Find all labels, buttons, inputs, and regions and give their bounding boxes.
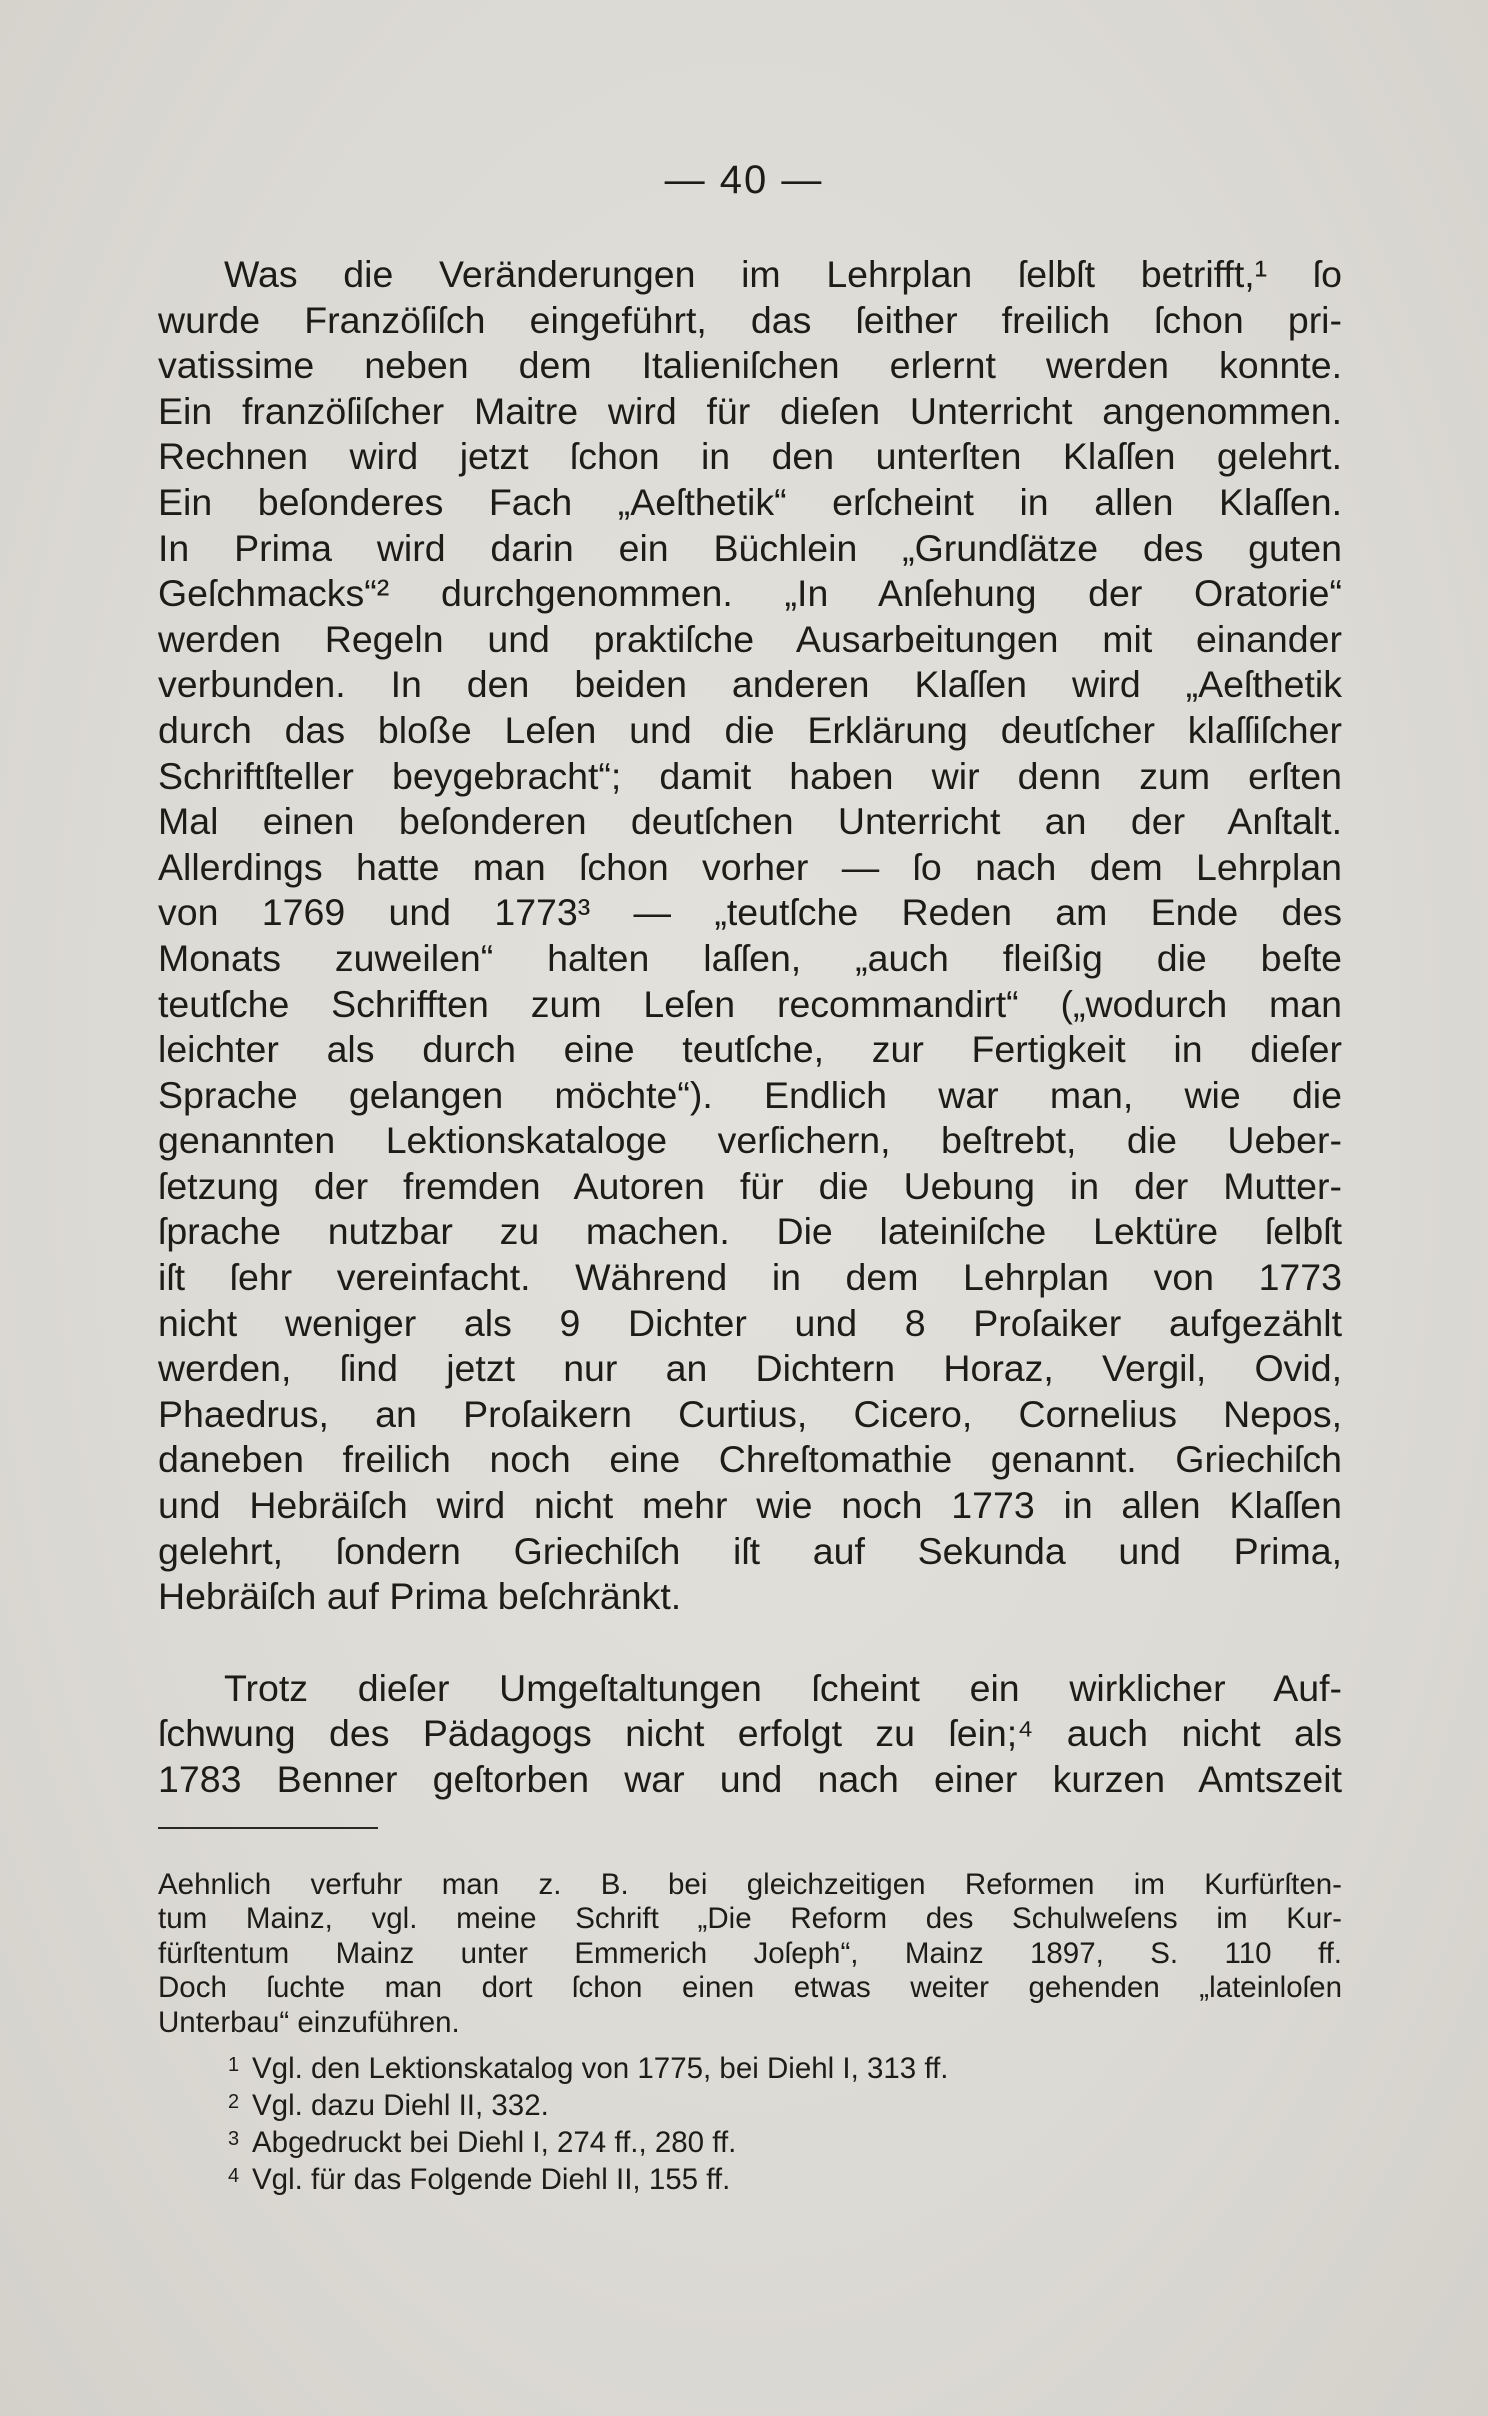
footnote-line: tum Mainz, vgl. meine Schrift „Die Reform des Schulweſens im Kur- [158, 1902, 1342, 1936]
text-line: durch das bloße Leſen und die Erklärung deutſcher klaſſiſcher [158, 708, 1342, 751]
text-line: daneben freilich noch eine Chreſtomathie genannt. Griechiſch [158, 1438, 1342, 1481]
text-line: iſt ſehr vereinfacht. Während in dem Lehrplan von 1773 [158, 1256, 1342, 1299]
footnote-item [158, 2052, 1342, 2089]
main-text [158, 252, 1342, 1803]
footnote-text: Abgedruckt bei Diehl I, 274 ff., 280 ff. [252, 2125, 737, 2159]
footnote-number: 2 [228, 2090, 240, 2113]
footnote-text: Vgl. für das Folgende Diehl II, 155 ff. [252, 2162, 731, 2196]
text-line: Ein beſonderes Fach „Aeſthetik“ erſcheint in allen Klaſſen. [158, 480, 1342, 523]
text-line: ſchwung des Pädagogs nicht erfolgt zu ſein;⁴ auch nicht als [158, 1712, 1342, 1755]
footnote-line: Unterbau“ einzuführen. [158, 2005, 460, 2039]
text-line: verbunden. In den beiden anderen Klaſſen wird „Aeſthetik [158, 663, 1342, 706]
text-line: vatissime neben dem Italieniſchen erlernt werden konnte. [158, 344, 1342, 387]
footnote-number: 3 [228, 2127, 240, 2150]
text-line: In Prima wird darin ein Büchlein „Grundſätze des guten [158, 526, 1342, 569]
text-line: Ein franzöſiſcher Maitre wird für dieſen Unterricht angenommen. [158, 389, 1342, 432]
text-line: Monats zuweilen“ halten laſſen, „auch fleißig die beſte [158, 936, 1342, 979]
footnote-divider [158, 1827, 378, 1829]
text-line: Geſchmacks“² durchgenommen. „In Anſehung der Oratorie“ [158, 572, 1342, 615]
footnote-line: Doch ſuchte man dort ſchon einen etwas weiter gehenden „lateinloſen [158, 1971, 1342, 2005]
text-line: Trotz dieſer Umgeſtaltungen ſcheint ein wirklicher Auf- [224, 1666, 1342, 1709]
footnote-intro [158, 1868, 1342, 2040]
text-line: Sprache gelangen möchte“). Endlich war man, wie die [158, 1073, 1342, 1116]
footnote-list [158, 2052, 1342, 2200]
text-line: Hebräiſch auf Prima beſchränkt. [158, 1575, 682, 1618]
text-line: ſprache nutzbar zu machen. Die lateiniſche Lektüre ſelbſt [158, 1210, 1342, 1253]
text-line: Allerdings hatte man ſchon vorher — ſo nach dem Lehrplan [158, 845, 1342, 888]
text-line: genannten Lektionskataloge verſichern, beſtrebt, die Ueber- [158, 1119, 1342, 1162]
text-line: und Hebräiſch wird nicht mehr wie noch 1773 in allen Klaſſen [158, 1484, 1342, 1527]
paragraph-1 [158, 252, 1342, 1620]
text-line: wurde Franzöſiſch eingeführt, das ſeither freilich ſchon pri- [158, 298, 1342, 341]
footnote-number: 4 [228, 2164, 240, 2187]
footnote-number: 1 [228, 2053, 240, 2076]
text-line: von 1769 und 1773³ — „teutſche Reden am Ende des [158, 891, 1342, 934]
text-line: werden, ſind jetzt nur an Dichtern Horaz, Vergil, Ovid, [158, 1347, 1342, 1390]
footnote-text: Vgl. den Lektionskatalog von 1775, bei Diehl I, 313 ff. [252, 2051, 949, 2085]
text-line: teutſche Schrifften zum Leſen recommandirt“ („wodurch man [158, 982, 1342, 1025]
text-line: 1783 Benner geſtorben war und nach einer kurzen Amtszeit [158, 1758, 1342, 1800]
text-line: werden Regeln und praktiſche Ausarbeitungen mit einander [158, 617, 1342, 660]
text-line: Mal einen beſonderen deutſchen Unterricht an der Anſtalt. [158, 800, 1342, 843]
footnote-item [158, 2163, 1342, 2200]
footnote-line: Aehnlich verfuhr man z. B. bei gleichzeitigen Reformen im Kurfürſten- [158, 1868, 1342, 1901]
text-line: ſetzung der fremden Autoren für die Uebung in der Mutter- [158, 1164, 1342, 1207]
footnote-item [158, 2089, 1342, 2126]
text-line: Rechnen wird jetzt ſchon in den unterſten Klaſſen gelehrt. [158, 435, 1342, 478]
text-line: gelehrt, ſondern Griechiſch iſt auf Sekunda und Prima, [158, 1529, 1342, 1572]
footnote-text: Vgl. dazu Diehl II, 332. [252, 2088, 549, 2122]
footnote-item [158, 2126, 1342, 2163]
text-line: Was die Veränderungen im Lehrplan ſelbſt betrifft,¹ ſo [224, 253, 1342, 295]
text-line: Phaedrus, an Proſaikern Curtius, Cicero, Cornelius Nepos, [158, 1392, 1342, 1435]
footnote-line: fürſtentum Mainz unter Emmerich Joſeph“, Mainz 1897, S. 110 ff. [158, 1936, 1342, 1970]
page-number: — 40 — [664, 158, 824, 202]
footnotes [158, 1868, 1342, 2200]
text-line: nicht weniger als 9 Dichter und 8 Proſaiker aufgezählt [158, 1301, 1342, 1344]
paragraph-2 [158, 1666, 1342, 1803]
paragraph-gap [158, 1620, 1342, 1666]
text-line: Schriftſteller beygebracht“; damit haben wir denn zum erſten [158, 754, 1342, 797]
text-line: leichter als durch eine teutſche, zur Fertigkeit in dieſer [158, 1028, 1342, 1071]
